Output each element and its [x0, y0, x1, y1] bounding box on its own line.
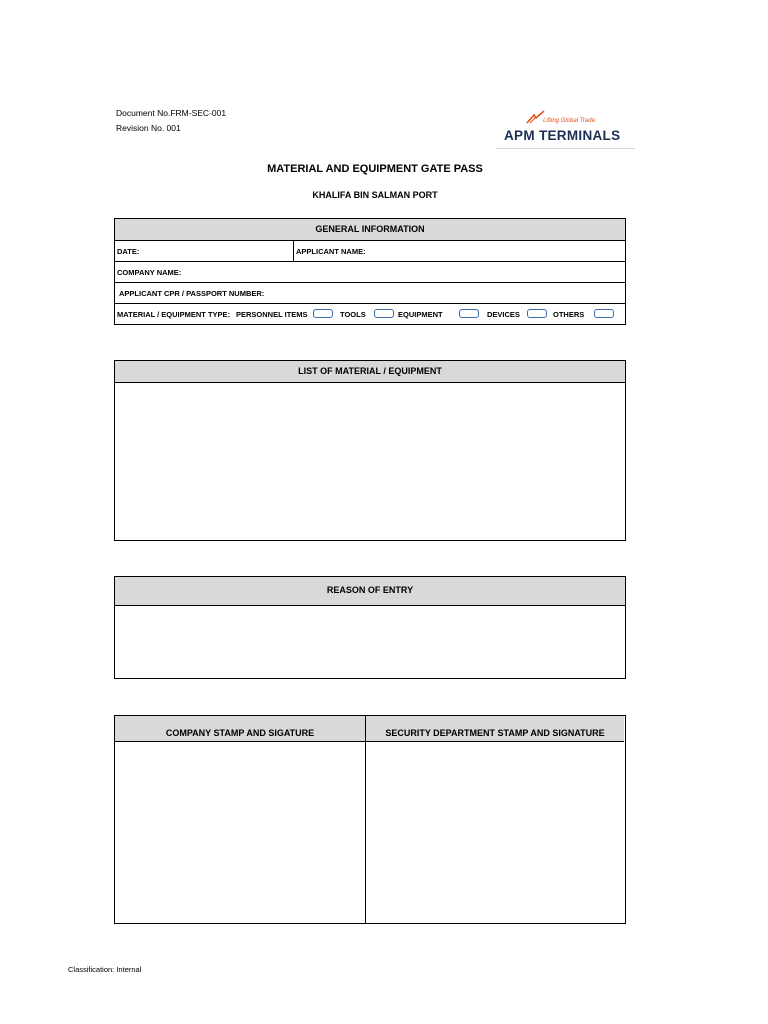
company-stamp-heading: COMPANY STAMP AND SIGATURE	[115, 716, 365, 742]
company-name-field[interactable]	[115, 262, 625, 282]
cpr-label: APPLICANT CPR / PASSPORT NUMBER:	[119, 288, 265, 298]
logo-tagline: Lifting Global Trade.	[543, 118, 597, 124]
reason-section	[114, 576, 626, 679]
page-subtitle: KHALIFA BIN SALMAN PORT	[312, 190, 438, 200]
reason-heading: REASON OF ENTRY	[115, 577, 625, 606]
date-applicant-row	[115, 241, 625, 262]
company-name-row	[115, 262, 625, 283]
logo-brand: APM TERMINALS	[504, 128, 621, 143]
option-label-others: OTHERS	[553, 310, 585, 319]
security-stamp-column	[366, 716, 624, 923]
document-meta	[116, 106, 226, 136]
general-information-heading: GENERAL INFORMATION	[115, 219, 625, 241]
applicant-name-field[interactable]	[294, 241, 624, 261]
checkbox-others[interactable]	[594, 309, 614, 318]
company-stamp-column	[115, 716, 366, 923]
material-list-section	[114, 360, 626, 541]
company-stamp-area[interactable]	[115, 742, 365, 922]
cpr-field[interactable]	[117, 283, 627, 303]
checkbox-tools[interactable]	[374, 309, 394, 318]
date-field[interactable]	[115, 241, 294, 261]
checkbox-devices[interactable]	[527, 309, 547, 318]
company-name-label: COMPANY NAME:	[117, 267, 182, 277]
document-number: Document No.FRM-SEC-001	[116, 108, 227, 118]
security-stamp-area[interactable]	[366, 742, 624, 922]
page-title: MATERIAL AND EQUIPMENT GATE PASS	[267, 163, 483, 175]
cpr-row	[115, 283, 625, 304]
option-label-tools: TOOLS	[340, 310, 366, 319]
material-list-heading: LIST OF MATERIAL / EQUIPMENT	[115, 361, 625, 383]
date-label: DATE:	[117, 246, 140, 256]
material-list-area[interactable]	[115, 383, 625, 538]
option-label-devices: DEVICES	[487, 310, 520, 319]
applicant-name-label: APPLICANT NAME:	[296, 246, 366, 256]
signature-section	[114, 715, 626, 924]
reason-area[interactable]	[115, 606, 625, 676]
general-information-section	[114, 218, 626, 325]
type-row	[115, 304, 625, 325]
apm-terminals-logo	[496, 104, 635, 149]
checkbox-equipment[interactable]	[459, 309, 479, 318]
classification-label: Classification: Internal	[68, 965, 142, 974]
option-label-equipment: EQUIPMENT	[398, 310, 443, 319]
security-stamp-heading: SECURITY DEPARTMENT STAMP AND SIGNATURE	[366, 716, 624, 742]
checkbox-personnel-items[interactable]	[313, 309, 333, 318]
revision-number: Revision No. 001	[116, 123, 181, 133]
option-label-personnel-items: PERSONNEL ITEMS	[236, 310, 308, 319]
type-label: MATERIAL / EQUIPMENT TYPE:	[117, 310, 231, 319]
